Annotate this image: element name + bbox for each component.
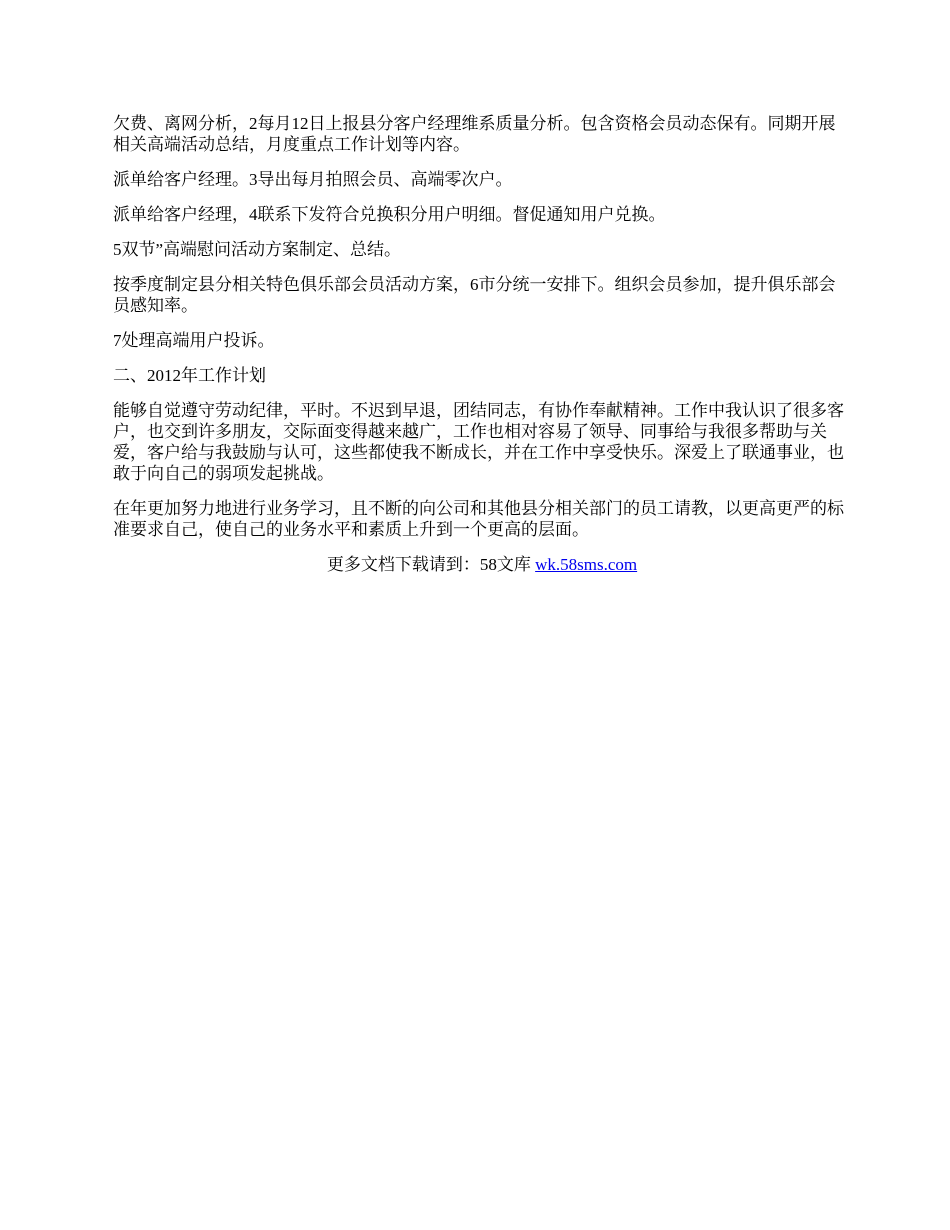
- footer-text: 更多文档下载请到：58文库: [326, 555, 531, 574]
- paragraph-3: 派单给客户经理，4联系下发符合兑换积分用户明细。督促通知用户兑换。: [113, 205, 666, 224]
- paragraph-5: 按季度制定县分相关特色俱乐部会员活动方案，6市分统一安排下。组织会员参加，提升俱乐部会员感知率。: [113, 275, 836, 315]
- document-page: [113, 113, 851, 575]
- paragraph-1: 欠费、离网分析，2每月12日上报县分客户经理维系质量分析。包含资格会员动态保有。同期开展相关高端活动总结，月度重点工作计划等内容。: [113, 114, 836, 154]
- paragraph-2: 派单给客户经理。3导出每月拍照会员、高端零次户。: [113, 170, 513, 189]
- section-heading: 二、2012年工作计划: [113, 366, 266, 385]
- paragraph-6: 7处理高端用户投诉。: [113, 331, 275, 350]
- paragraph-4: 5双节”高端慰问活动方案制定、总结。: [113, 240, 402, 259]
- paragraph-8: 在年更加努力地进行业务学习，且不断的向公司和其他县分相关部门的员工请教，以更高更严的标准要求自己，使自己的业务水平和素质上升到一个更高的层面。: [113, 499, 844, 539]
- download-footer: [113, 554, 851, 575]
- paragraph-7: 能够自觉遵守劳动纪律，平时。不迟到早退，团结同志，有协作奉献精神。工作中我认识了很多客户，也交到许多朋友，交际面变得越来越广，工作也相对容易了领导、同事给与我很多帮助与关爱，客户给与我鼓励与认可，这些都使我不断成长，并在工作中享受快乐。深爱上了联通事业，也敢于向自己的弱项发起挑战。: [113, 401, 844, 483]
- footer-link[interactable]: wk.58sms.com: [535, 555, 638, 574]
